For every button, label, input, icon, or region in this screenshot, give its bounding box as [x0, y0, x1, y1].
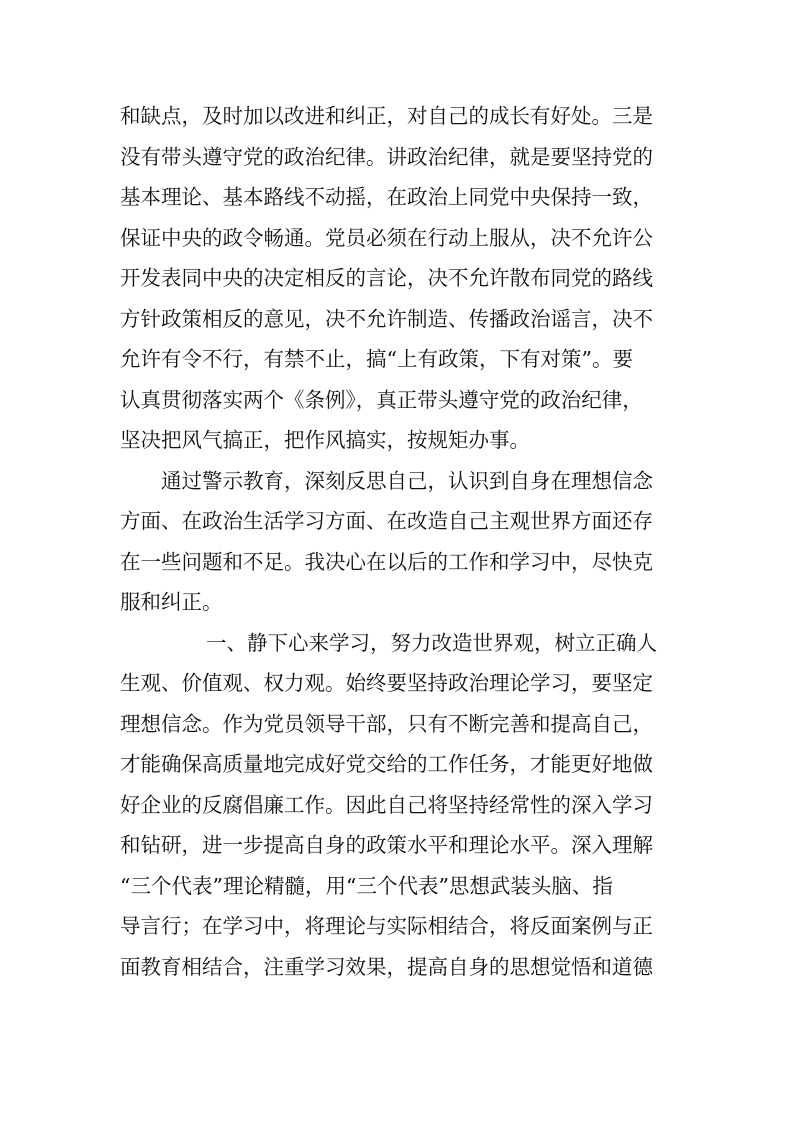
text-line: 和钻研，进一步提高自身的政策水平和理论水平。深入理解	[120, 833, 653, 857]
section-heading-line: 一、静下心来学习，努力改造世界观，树立正确人	[206, 630, 657, 655]
text-line: 开发表同中央的决定相反的言论，决不允许散布同党的路线	[120, 266, 653, 290]
text-line: 保证中央的政令畅通。党员必须在行动上服从，决不允许公	[120, 225, 653, 250]
text-line: 认真贯彻落实两个《条例》，真正带头遵守党的政治纪律，	[120, 387, 643, 412]
text-line: 在一些问题和不足。我决心在以后的工作和学习中，尽快克	[120, 549, 653, 574]
paragraph-start-line: 通过警示教育，深刻反思自己，认识到自身在理想信念	[161, 468, 653, 493]
text-line: 面教育相结合，注重学习效果，提高自身的思想觉悟和道德	[120, 954, 653, 979]
text-line: 没有带头遵守党的政治纪律。讲政治纪律，就是要坚持党的	[120, 144, 653, 169]
text-line: 生观、价值观、权力观。始终要坚持政治理论学习，要坚定	[120, 671, 653, 695]
text-line: 方面、在政治生活学习方面、在改造自己主观世界方面还存	[120, 509, 653, 533]
text-line: 导言行；在学习中，将理论与实际相结合，将反面案例与正	[120, 914, 653, 938]
body-text	[120, 96, 690, 987]
text-line: 和缺点，及时加以改进和纠正，对自己的成长有好处。三是	[120, 104, 653, 128]
text-line: 坚决把风气搞正，把作风搞实，按规矩办事。	[120, 428, 530, 452]
text-line: 方针政策相反的意见，决不允许制造、传播政治谣言，决不	[120, 306, 653, 331]
text-line: 理想信念。作为党员领导干部，只有不断完善和提高自己，	[120, 711, 653, 736]
text-line: 才能确保高质量地完成好党交给的工作任务，才能更好地做	[120, 752, 653, 776]
text-line: 基本理论、基本路线不动摇，在政治上同党中央保持一致，	[120, 185, 653, 209]
text-line: 好企业的反腐倡廉工作。因此自己将坚持经常性的深入学习	[120, 792, 653, 817]
text-line: 服和纠正。	[120, 590, 223, 614]
text-line: 允许有令不行，有禁不止，搞“上有政策，下有对策”。要	[120, 347, 633, 371]
text-line: “三个代表”理论精髓，用“三个代表”思想武装头脑、指	[120, 873, 613, 898]
